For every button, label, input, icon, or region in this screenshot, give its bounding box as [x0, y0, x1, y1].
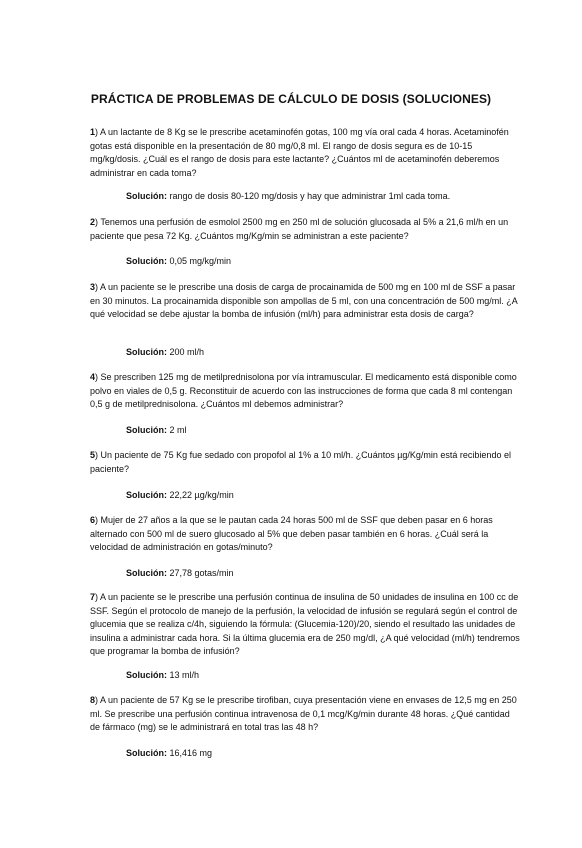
solution-label: Solución:	[126, 347, 167, 357]
problem-number: 6	[90, 515, 96, 525]
solution-text: 22,22 µg/kg/min	[167, 490, 234, 500]
solution-text: 13 ml/h	[167, 670, 200, 680]
problem-2	[90, 216, 520, 243]
solution-label: Solución:	[126, 425, 167, 435]
problem-number: 3	[90, 282, 96, 292]
problem-4	[90, 371, 520, 412]
problem-number-suffix: )	[95, 282, 99, 292]
problem-7	[90, 591, 520, 659]
problem-number: 8	[90, 695, 96, 705]
problem-5	[90, 449, 520, 476]
problem-number: 4	[90, 372, 96, 382]
problem-3	[90, 281, 520, 322]
problem-number-suffix: )	[95, 217, 99, 227]
solution-label: Solución:	[126, 748, 167, 758]
problem-number-suffix: )	[95, 695, 99, 705]
problem-number: 1	[90, 127, 96, 137]
solution-label: Solución:	[126, 670, 167, 680]
problem-number-suffix: )	[95, 372, 99, 382]
problem-text: A un paciente se le prescribe una dosis de carga de procainamida de 500 mg en 100 ml de SSF a pasar en 30 minutos. La procainamida disponible son ampollas de 5 ml, con una concentración de 500 mg/ml. ¿A qué velocidad se debe ajustar la bomba de infusión (ml/h) para administrar esta dosis de carga?	[90, 282, 518, 319]
solution-text: 200 ml/h	[167, 347, 205, 357]
solution-text: 0,05 mg/kg/min	[167, 256, 232, 266]
solution-label: Solución:	[126, 490, 167, 500]
problem-text: A un paciente de 57 Kg se le prescribe tirofiban, cuya presentación viene en envases de 12,5 mg en 250 ml. Se prescribe una perfusión continua intravenosa de 0,1 mcg/Kg/min durante 48 horas. ¿Qué cantidad de fármaco (mg) se le administrará en total tras las 48 h?	[90, 695, 517, 732]
solution-8	[126, 747, 526, 759]
problem-number-suffix: )	[95, 592, 99, 602]
problem-text: A un paciente se le prescribe una perfusión continua de insulina de 50 unidades de insulina en 100 cc de SSF. Según el protocolo de manejo de la perfusión, la velocidad de infusión se regulará según el control de glucemia que se realiza c/4h, siguiendo la fórmula: (Glucemia-120)/20, siendo el resultado las unidades de insulina a administrar cada hora. Si la última glucemia era de 250 mg/dl, ¿A qué velocidad (ml/h) tendremos que programar la bomba de infusión?	[90, 592, 520, 656]
solution-text: 2 ml	[167, 425, 187, 435]
problem-6	[90, 514, 520, 555]
solution-text: rango de dosis 80-120 mg/dosis y hay que administrar 1ml cada toma.	[167, 191, 451, 201]
problem-8	[90, 694, 520, 735]
page-title: PRÁCTICA DE PROBLEMAS DE CÁLCULO DE DOSIS (SOLUCIONES)	[90, 92, 492, 106]
solution-label: Solución:	[126, 256, 167, 266]
problem-text: Tenemos una perfusión de esmolol 2500 mg en 250 ml de solución glucosada al 5% a 21,6 ml/h en un paciente que pesa 72 Kg. ¿Cuántos mg/Kg/min se administran a este paciente?	[90, 217, 509, 241]
problem-number-suffix: )	[95, 127, 99, 137]
problem-text: A un lactante de 8 Kg se le prescribe acetaminofén gotas, 100 mg vía oral cada 4 horas. Acetaminofén gotas está disponible en la presentación de 80 mg/0,8 ml. El rango de dosis segura es de 10-15 mg/kg/dosis. ¿Cuál es el rango de dosis para este lactante? ¿Cuántos ml de acetaminofén deberemos administrar en cada toma?	[90, 127, 509, 178]
solution-2	[126, 255, 526, 267]
solution-label: Solución:	[126, 191, 167, 201]
problem-number-suffix: )	[95, 515, 99, 525]
problem-number: 7	[90, 592, 96, 602]
solution-text: 27,78 gotas/min	[167, 568, 234, 578]
solution-7	[126, 669, 526, 681]
solution-1	[126, 190, 526, 202]
solution-3	[126, 346, 526, 358]
solution-text: 16,416 mg	[167, 748, 213, 758]
problem-number-suffix: )	[95, 450, 99, 460]
solution-label: Solución:	[126, 568, 167, 578]
solution-6	[126, 567, 526, 579]
solution-4	[126, 424, 526, 436]
problem-text: Mujer de 27 años a la que se le pautan cada 24 horas 500 ml de SSF que deben pasar en 6 horas alternado con 500 ml de suero glucosado al 5% que deben pasar también en 6 horas. ¿Cuál será la velocidad de administración en gotas/minuto?	[90, 515, 493, 552]
problem-number: 2	[90, 217, 96, 227]
solution-5	[126, 489, 526, 501]
problem-text: Un paciente de 75 Kg fue sedado con propofol al 1% a 10 ml/h. ¿Cuántos µg/Kg/min está recibiendo el paciente?	[90, 450, 511, 474]
problem-number: 5	[90, 450, 96, 460]
problem-1	[90, 126, 520, 180]
problem-text: Se prescriben 125 mg de metilprednisolona por vía intramuscular. El medicamento está disponible como polvo en viales de 0,5 g. Reconstituir de acuerdo con las instrucciones de forma que cada 8 ml contengan 0,5 g de metilprednisolona. ¿Cuántos ml debemos administrar?	[90, 372, 517, 409]
